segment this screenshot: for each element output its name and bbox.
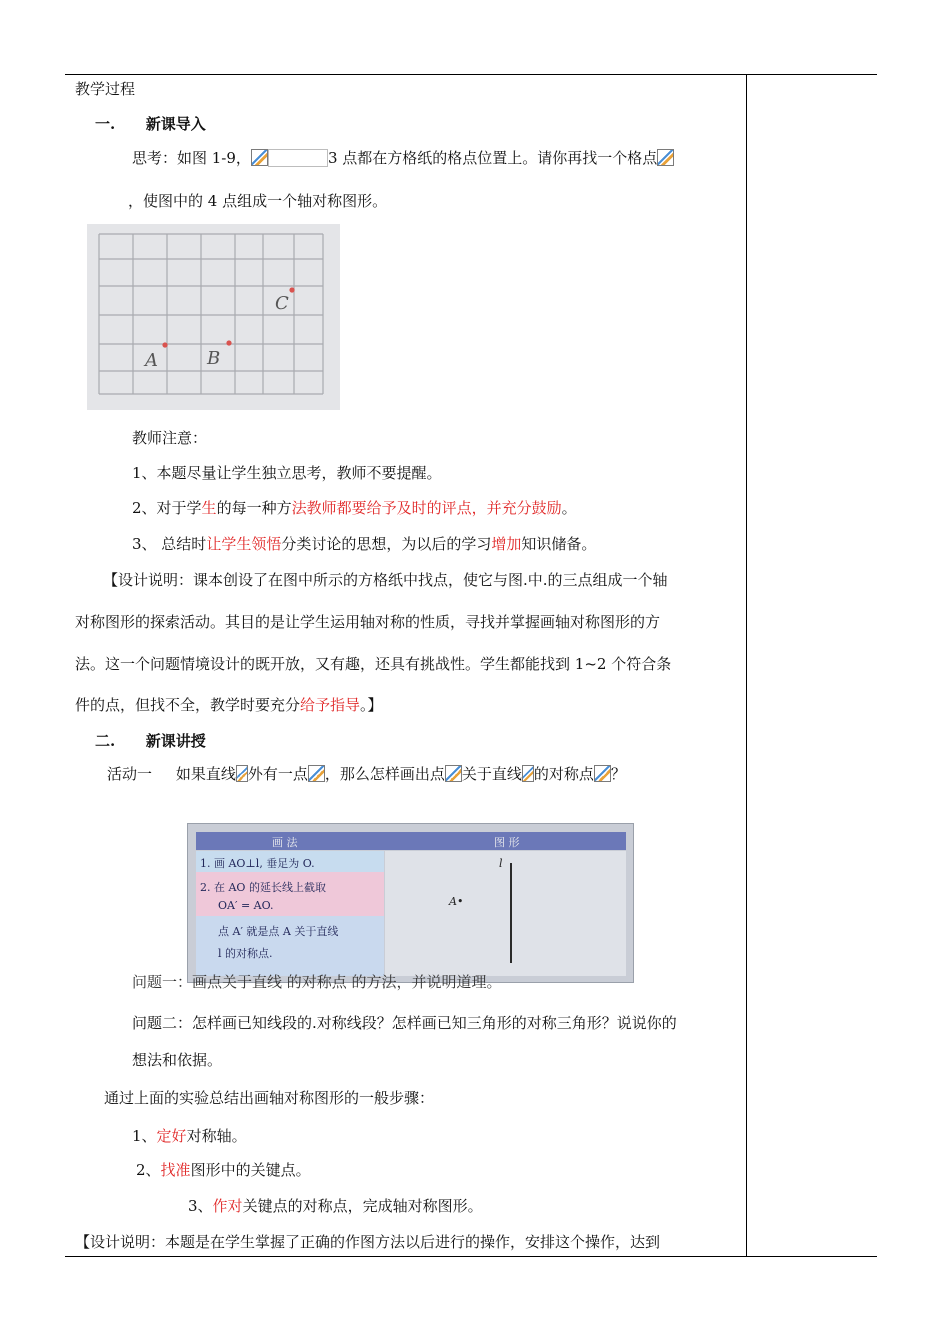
summary-line: 通过上面的实验总结出画轴对称图形的一般步骤：: [104, 1089, 435, 1107]
table-bottom-border: [65, 1256, 877, 1257]
broken-image-icon: [657, 149, 674, 166]
broken-image-icon: [308, 765, 325, 782]
design-note-line-3: 法。这一个问题情境设计的既开放，又有趣，还具有挑战性。学生都能找到 1~2 个符合条: [75, 655, 672, 673]
broken-image-icon: [236, 765, 248, 782]
point-a-dot: [162, 342, 167, 347]
figure-column-header: 图 形: [494, 836, 520, 849]
step-1: 1、定好对称轴。: [132, 1127, 247, 1145]
table-column-divider: [746, 74, 747, 1256]
line-l-label: l: [499, 857, 503, 870]
section1-title: 新课导入: [145, 115, 206, 133]
table-top-border: [65, 74, 877, 75]
teacher-note-1: 1、本题尽量让学生独立思考，教师不要提醒。: [132, 464, 442, 482]
point-c-label: C: [275, 293, 289, 314]
broken-image-icon: [251, 149, 268, 166]
think-line-2: ，使图中的 4 点组成一个轴对称图形。: [128, 192, 388, 210]
drawing-method-table-photo: [187, 823, 634, 983]
activity-one-line: 活动一 如果直线 外有一点 ，那么怎样画出点 关于直线 的对称点 ？: [107, 765, 626, 783]
section2-number: 二.: [95, 732, 116, 750]
method-steps: [196, 851, 384, 976]
point-c-dot: [289, 287, 294, 292]
section1-heading: [95, 114, 206, 134]
point-b-dot: [226, 340, 231, 345]
step-2: 2、找准图形中的关键点。: [136, 1161, 311, 1179]
method-column-header: 画 法: [272, 836, 298, 849]
method-step-3b: l 的对称点.: [218, 947, 273, 960]
think-mid: 3 点都在方格纸的格点位置上。请你再找一个格点: [327, 149, 658, 167]
method-step-3a: 点 A′ 就是点 A 关于直线: [218, 925, 339, 938]
question-two-line-2: 想法和依据。: [132, 1051, 223, 1069]
section1-number: 一.: [95, 115, 116, 133]
step-3: 3、作对关键点的对称点，完成轴对称图形。: [188, 1197, 483, 1215]
design-note-line-4: 件的点，但找不全，教学时要充分给予指导。】: [75, 696, 383, 714]
question-one: 问题一：画点关于直线 的对称点 的方法，并说明道理。: [132, 973, 502, 991]
think-line-1: [132, 148, 674, 168]
design-note-line-1: 【设计说明：课本创设了在图中所示的方格纸中找点，使它与图.中.的三点组成一个轴: [103, 571, 668, 589]
point-b-label: B: [207, 348, 221, 369]
figure-cell: [385, 851, 626, 976]
design-note-last: 【设计说明：本题是在学生掌握了正确的作图方法以后进行的操作，安排这个操作，达到: [75, 1233, 661, 1251]
table-photo-header: [196, 832, 626, 850]
section2-heading: [95, 731, 206, 751]
question-two-line-1: 问题二：怎样画已知线段的.对称线段？怎样画已知三角形的对称三角形？说说你的: [132, 1014, 677, 1032]
image-placeholder-box: [268, 149, 328, 167]
think-prefix: 思考：如图 1-9，: [132, 149, 251, 167]
method-step-2b: OA′ = AO.: [218, 899, 274, 912]
method-step-1: 1. 画 AO⊥l, 垂足为 O.: [200, 857, 315, 870]
teacher-note-title: 教师注意：: [132, 429, 208, 447]
point-a-label: A: [145, 350, 158, 371]
teacher-note-2: 2、对于学生的每一种方法教师都要给予及时的评点，并充分鼓励。: [132, 499, 577, 517]
line-l: [510, 863, 512, 963]
teacher-note-3: 3、 总结时让学生领悟分类讨论的思想，为以后的学习增加知识储备。: [132, 535, 597, 553]
broken-image-icon: [522, 765, 534, 782]
grid-paper-figure: [87, 224, 340, 410]
broken-image-icon: [594, 765, 611, 782]
section2-title: 新课讲授: [145, 732, 206, 750]
design-note-line-2: 对称图形的探索活动。其目的是让学生运用轴对称的性质，寻找并掌握画轴对称图形的方: [75, 613, 661, 631]
broken-image-icon: [445, 765, 462, 782]
header-label: 教学过程: [75, 80, 136, 98]
point-a-mark: A•: [449, 895, 464, 908]
method-step-2a: 2. 在 AO 的延长线上截取: [200, 881, 326, 894]
grid-figure-photo: [87, 224, 340, 410]
